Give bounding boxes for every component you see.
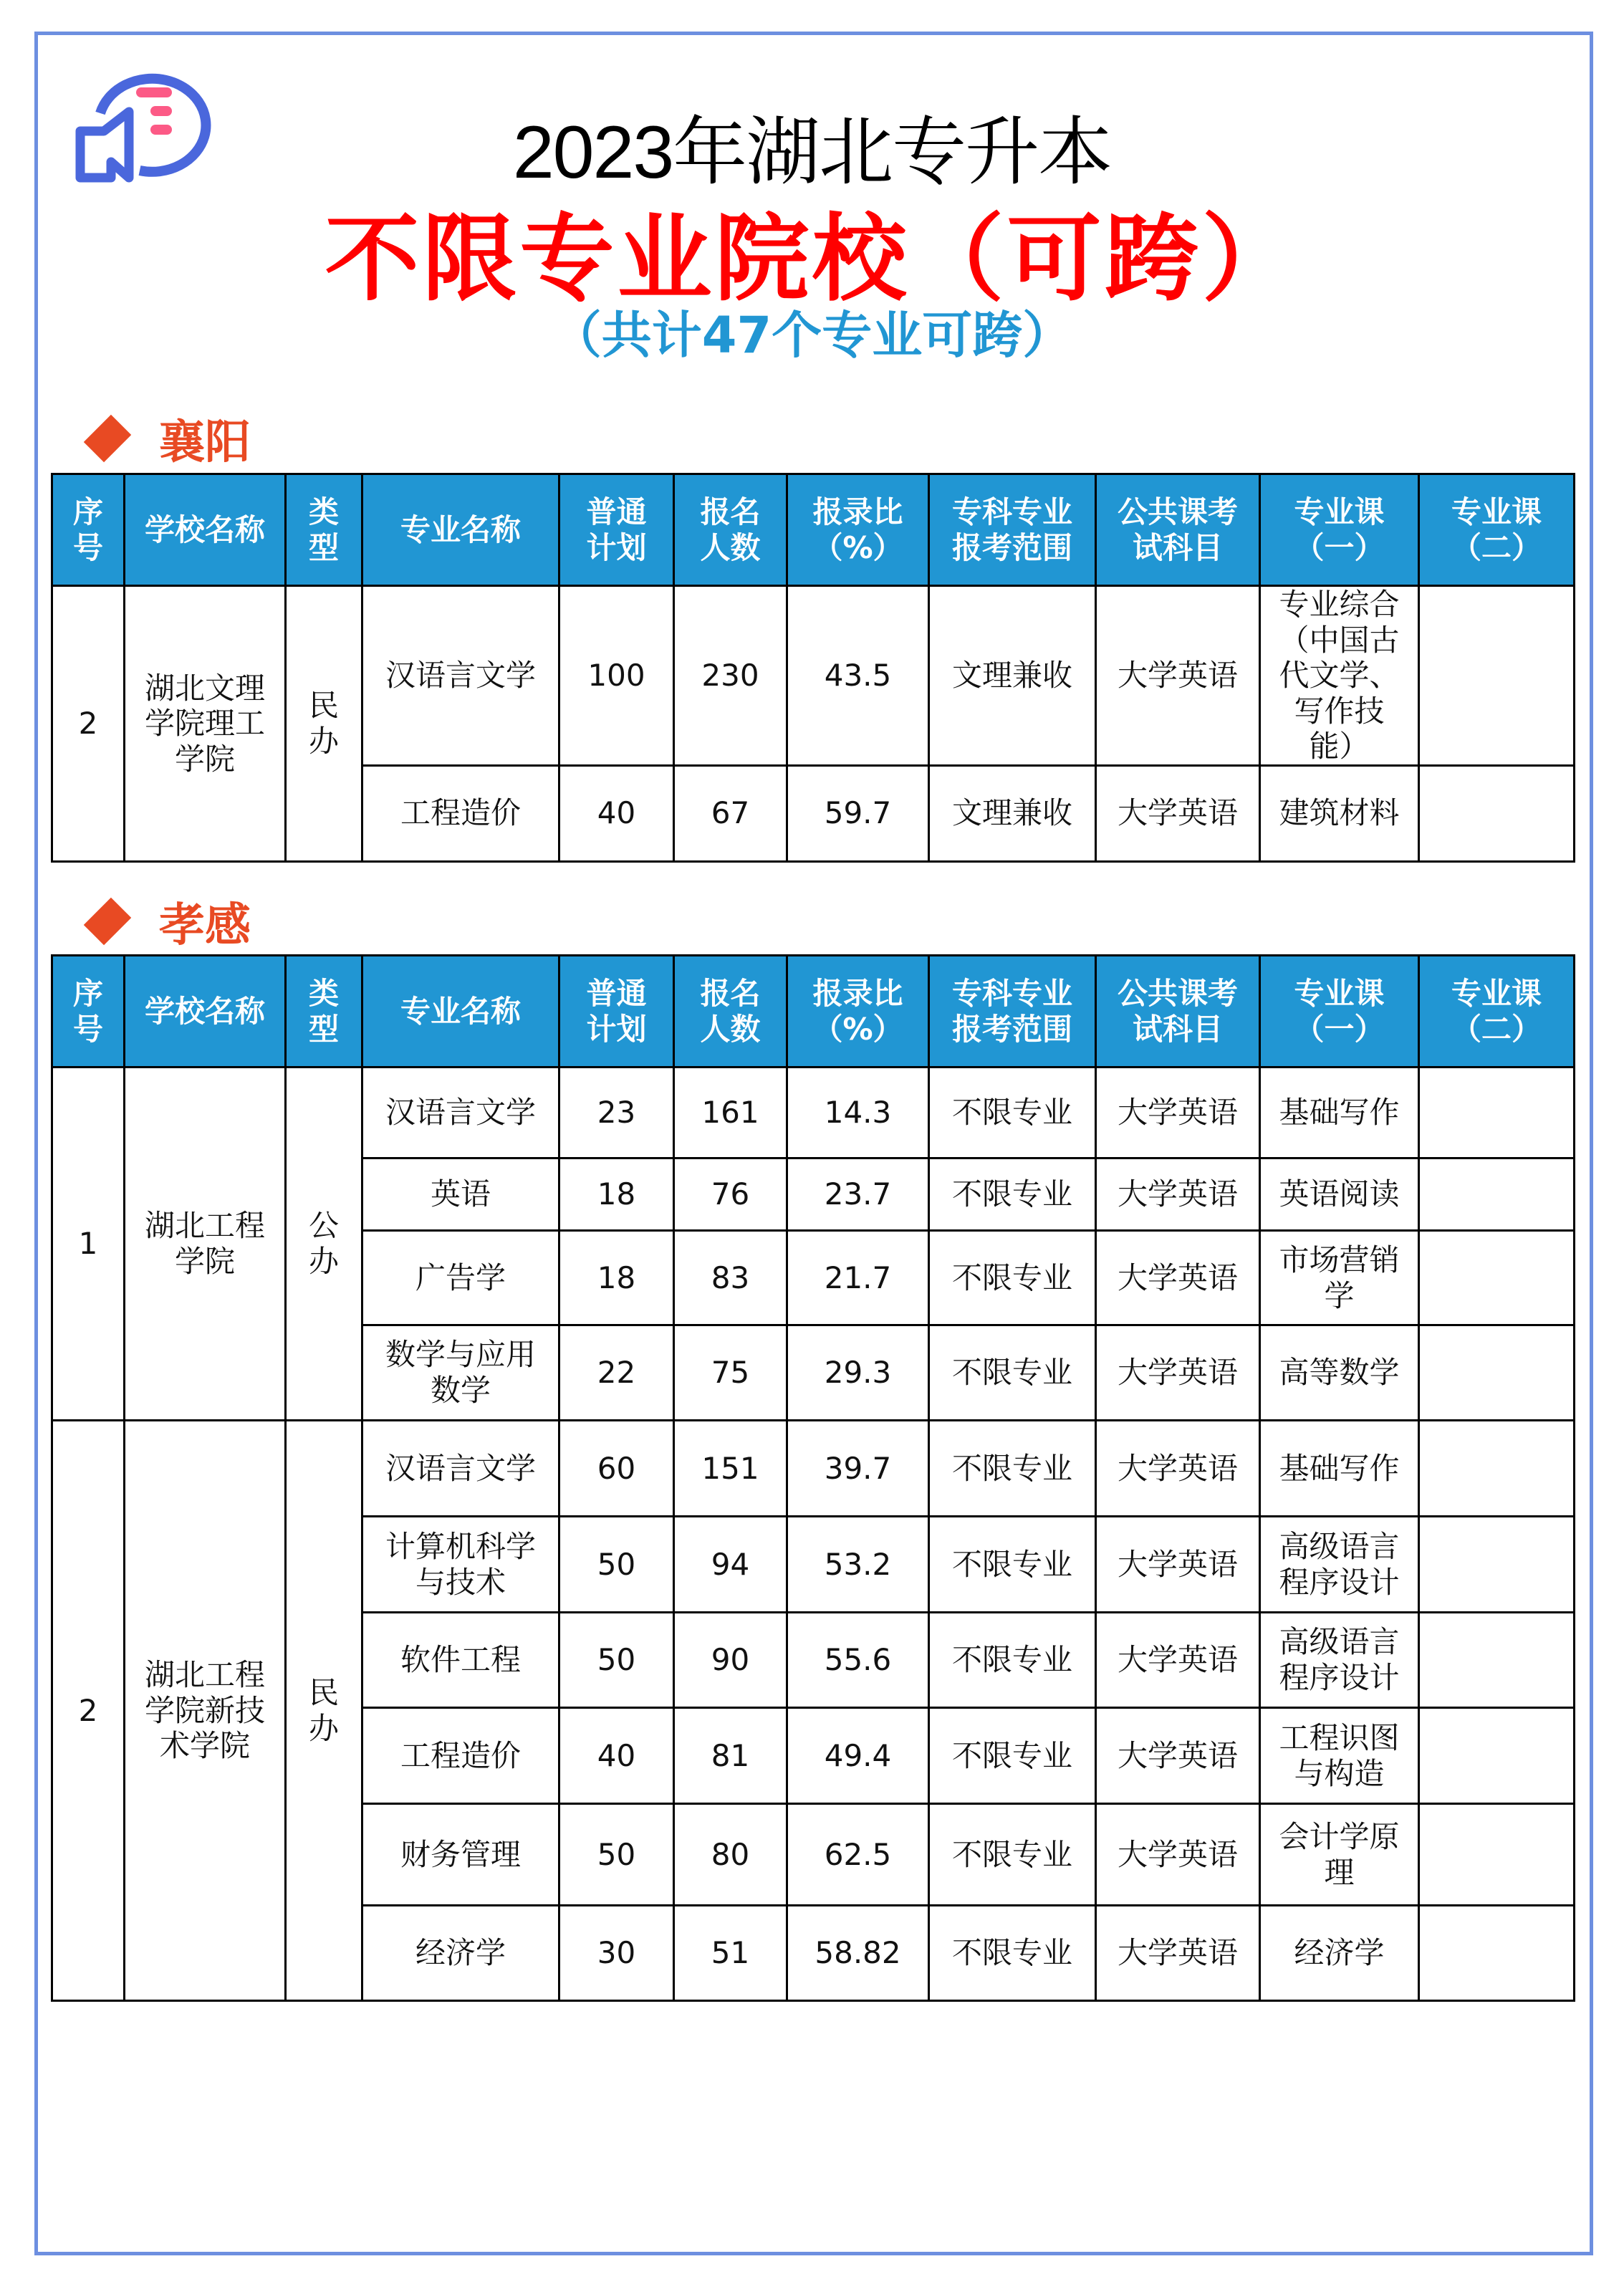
table-xiaogan	[51, 954, 1575, 2002]
table-row	[52, 586, 1575, 766]
applicants: 90	[674, 1613, 787, 1708]
column-header: 报录比 （%）	[787, 474, 929, 586]
major-name: 汉语言文学	[362, 1421, 559, 1517]
course-1: 会计学原理	[1260, 1804, 1419, 1906]
column-header: 专业名称	[362, 474, 559, 586]
applicants: 230	[674, 586, 787, 766]
school-name: 湖北工程学院	[125, 1068, 286, 1421]
major-name: 工程造价	[362, 765, 559, 861]
plan: 50	[559, 1804, 674, 1906]
column-header: 报名 人数	[674, 956, 787, 1068]
major-name: 财务管理	[362, 1804, 559, 1906]
header-row	[52, 956, 1575, 1068]
ratio: 59.7	[787, 765, 929, 861]
column-header: 公共课考 试科目	[1096, 474, 1260, 586]
major-name: 软件工程	[362, 1613, 559, 1708]
course-2	[1419, 1231, 1575, 1325]
course-2	[1419, 765, 1575, 861]
course-2	[1419, 1708, 1575, 1804]
applicants: 94	[674, 1517, 787, 1613]
course-1: 高等数学	[1260, 1325, 1419, 1421]
major-name: 计算机科学与技术	[362, 1517, 559, 1613]
public-exam: 大学英语	[1096, 1804, 1260, 1906]
plan: 23	[559, 1068, 674, 1158]
course-2	[1419, 1906, 1575, 2001]
applicants: 51	[674, 1906, 787, 2001]
applicants: 161	[674, 1068, 787, 1158]
header-row	[52, 474, 1575, 586]
page-note: （共计47个专业可跨）	[551, 306, 1073, 365]
course-1: 高级语言程序设计	[1260, 1613, 1419, 1708]
plan: 50	[559, 1613, 674, 1708]
section-title: 襄阳	[159, 416, 251, 469]
course-1: 工程识图与构造	[1260, 1708, 1419, 1804]
plan: 40	[559, 1708, 674, 1804]
public-exam: 大学英语	[1096, 1325, 1260, 1421]
scope: 文理兼收	[929, 765, 1096, 861]
column-header: 专业名称	[362, 956, 559, 1068]
table-row	[52, 1421, 1575, 1517]
column-header: 专科专业 报考范围	[929, 956, 1096, 1068]
course-1: 基础写作	[1260, 1068, 1419, 1158]
scope: 不限专业	[929, 1613, 1096, 1708]
course-1: 高级语言程序设计	[1260, 1517, 1419, 1613]
applicants: 151	[674, 1421, 787, 1517]
course-2	[1419, 1517, 1575, 1613]
scope: 不限专业	[929, 1325, 1096, 1421]
ratio: 62.5	[787, 1804, 929, 1906]
applicants: 83	[674, 1231, 787, 1325]
public-exam: 大学英语	[1096, 1158, 1260, 1231]
public-exam: 大学英语	[1096, 1613, 1260, 1708]
public-exam: 大学英语	[1096, 1421, 1260, 1517]
course-1: 经济学	[1260, 1906, 1419, 2001]
applicants: 81	[674, 1708, 787, 1804]
course-2	[1419, 1804, 1575, 1906]
page-title: 2023年湖北专升本	[512, 111, 1112, 194]
major-name: 汉语言文学	[362, 586, 559, 766]
public-exam: 大学英语	[1096, 765, 1260, 861]
public-exam: 大学英语	[1096, 1708, 1260, 1804]
ratio: 23.7	[787, 1158, 929, 1231]
school-number: 2	[52, 586, 125, 862]
section-heading-xiangyang	[93, 406, 251, 471]
course-1: 建筑材料	[1260, 765, 1419, 861]
table-xiangyang	[51, 473, 1575, 863]
scope: 不限专业	[929, 1231, 1096, 1325]
ratio: 39.7	[787, 1421, 929, 1517]
major-name: 经济学	[362, 1906, 559, 2001]
course-2	[1419, 1613, 1575, 1708]
plan: 100	[559, 586, 674, 766]
course-1: 英语阅读	[1260, 1158, 1419, 1231]
plan: 18	[559, 1231, 674, 1325]
ratio: 55.6	[787, 1613, 929, 1708]
column-header: 专业课 （一）	[1260, 474, 1419, 586]
applicants: 75	[674, 1325, 787, 1421]
major-name: 英语	[362, 1158, 559, 1231]
school-number: 1	[52, 1068, 125, 1421]
school-type: 民办	[286, 1421, 362, 2001]
course-2	[1419, 1421, 1575, 1517]
scope: 文理兼收	[929, 586, 1096, 766]
course-1: 专业综合（中国古代文学、写作技能）	[1260, 586, 1419, 766]
column-header: 报录比 （%）	[787, 956, 929, 1068]
ratio: 58.82	[787, 1906, 929, 2001]
section-heading-xiaogan	[93, 888, 251, 954]
scope: 不限专业	[929, 1906, 1096, 2001]
table-row	[52, 1068, 1575, 1158]
school-name: 湖北工程学院新技术学院	[125, 1421, 286, 2001]
column-header: 序 号	[52, 956, 125, 1068]
applicants: 80	[674, 1804, 787, 1906]
column-header: 类 型	[286, 474, 362, 586]
public-exam: 大学英语	[1096, 1068, 1260, 1158]
column-header: 专业课 （一）	[1260, 956, 1419, 1068]
ratio: 21.7	[787, 1231, 929, 1325]
applicants: 76	[674, 1158, 787, 1231]
column-header: 普通 计划	[559, 474, 674, 586]
major-name: 广告学	[362, 1231, 559, 1325]
course-2	[1419, 1325, 1575, 1421]
ratio: 43.5	[787, 586, 929, 766]
public-exam: 大学英语	[1096, 1906, 1260, 2001]
course-2	[1419, 1158, 1575, 1231]
column-header: 报名 人数	[674, 474, 787, 586]
applicants: 67	[674, 765, 787, 861]
page-subtitle: 不限专业院校（可跨）	[325, 204, 1299, 315]
school-name: 湖北文理学院理工学院	[125, 586, 286, 862]
scope: 不限专业	[929, 1804, 1096, 1906]
school-type: 公办	[286, 1068, 362, 1421]
column-header: 类 型	[286, 956, 362, 1068]
course-2	[1419, 586, 1575, 766]
ratio: 14.3	[787, 1068, 929, 1158]
school-number: 2	[52, 1421, 125, 2001]
public-exam: 大学英语	[1096, 1517, 1260, 1613]
column-header: 序 号	[52, 474, 125, 586]
major-name: 汉语言文学	[362, 1068, 559, 1158]
scope: 不限专业	[929, 1517, 1096, 1613]
scope: 不限专业	[929, 1708, 1096, 1804]
public-exam: 大学英语	[1096, 586, 1260, 766]
scope: 不限专业	[929, 1421, 1096, 1517]
public-exam: 大学英语	[1096, 1231, 1260, 1325]
column-header: 专业课 （二）	[1419, 956, 1575, 1068]
course-2	[1419, 1068, 1575, 1158]
plan: 40	[559, 765, 674, 861]
section-title: 孝感	[159, 899, 251, 952]
plan: 60	[559, 1421, 674, 1517]
scope: 不限专业	[929, 1158, 1096, 1231]
course-1: 基础写作	[1260, 1421, 1419, 1517]
column-header: 普通 计划	[559, 956, 674, 1068]
ratio: 29.3	[787, 1325, 929, 1421]
ratio: 53.2	[787, 1517, 929, 1613]
column-header: 公共课考 试科目	[1096, 956, 1260, 1068]
course-1: 市场营销学	[1260, 1231, 1419, 1325]
plan: 50	[559, 1517, 674, 1613]
column-header: 学校名称	[125, 956, 286, 1068]
plan: 30	[559, 1906, 674, 2001]
scope: 不限专业	[929, 1068, 1096, 1158]
major-name: 工程造价	[362, 1708, 559, 1804]
ratio: 49.4	[787, 1708, 929, 1804]
column-header: 专科专业 报考范围	[929, 474, 1096, 586]
plan: 22	[559, 1325, 674, 1421]
column-header: 专业课 （二）	[1419, 474, 1575, 586]
plan: 18	[559, 1158, 674, 1231]
school-type: 民办	[286, 586, 362, 862]
column-header: 学校名称	[125, 474, 286, 586]
major-name: 数学与应用数学	[362, 1325, 559, 1421]
